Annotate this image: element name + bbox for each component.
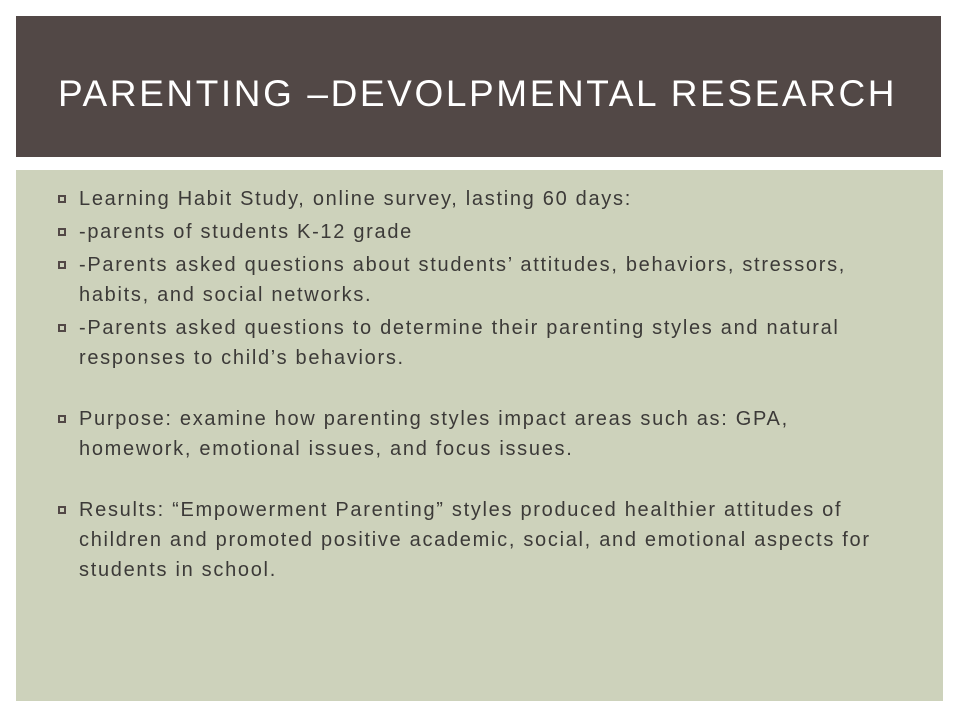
square-bullet-icon [58, 415, 66, 423]
bullet-item-parenting-questions [58, 313, 908, 373]
bullet-item-participants [58, 217, 908, 247]
square-bullet-icon [58, 506, 66, 514]
bullet-item-student-questions [58, 250, 908, 310]
title-bar [16, 16, 941, 157]
bullet-item-purpose [58, 404, 908, 464]
bullet-item-results [58, 495, 908, 585]
square-bullet-icon [58, 261, 66, 269]
bullet-text: -parents of students K-12 grade [79, 221, 413, 243]
square-bullet-icon [58, 195, 66, 203]
slide-title: PARENTING –DEVOLPMENTAL RESEARCH [58, 73, 898, 114]
bullet-text: -Parents asked questions to determine their parenting styles and natural responses to child’s behaviors. [79, 317, 840, 369]
bullet-list [58, 184, 908, 588]
bullet-text: Results: “Empowerment Parenting” styles produced healthier attitudes of children and promoted positive academic, social, and emotional aspects for students in school. [79, 499, 871, 581]
square-bullet-icon [58, 228, 66, 236]
bullet-text: Learning Habit Study, online survey, lasting 60 days: [79, 188, 632, 210]
bullet-text: -Parents asked questions about students’ attitudes, behaviors, stressors, habits, and social networks. [79, 254, 847, 306]
bullet-item-study [58, 184, 908, 214]
square-bullet-icon [58, 324, 66, 332]
content-panel [16, 170, 943, 701]
bullet-text: Purpose: examine how parenting styles impact areas such as: GPA, homework, emotional issues, and focus issues. [79, 408, 789, 460]
